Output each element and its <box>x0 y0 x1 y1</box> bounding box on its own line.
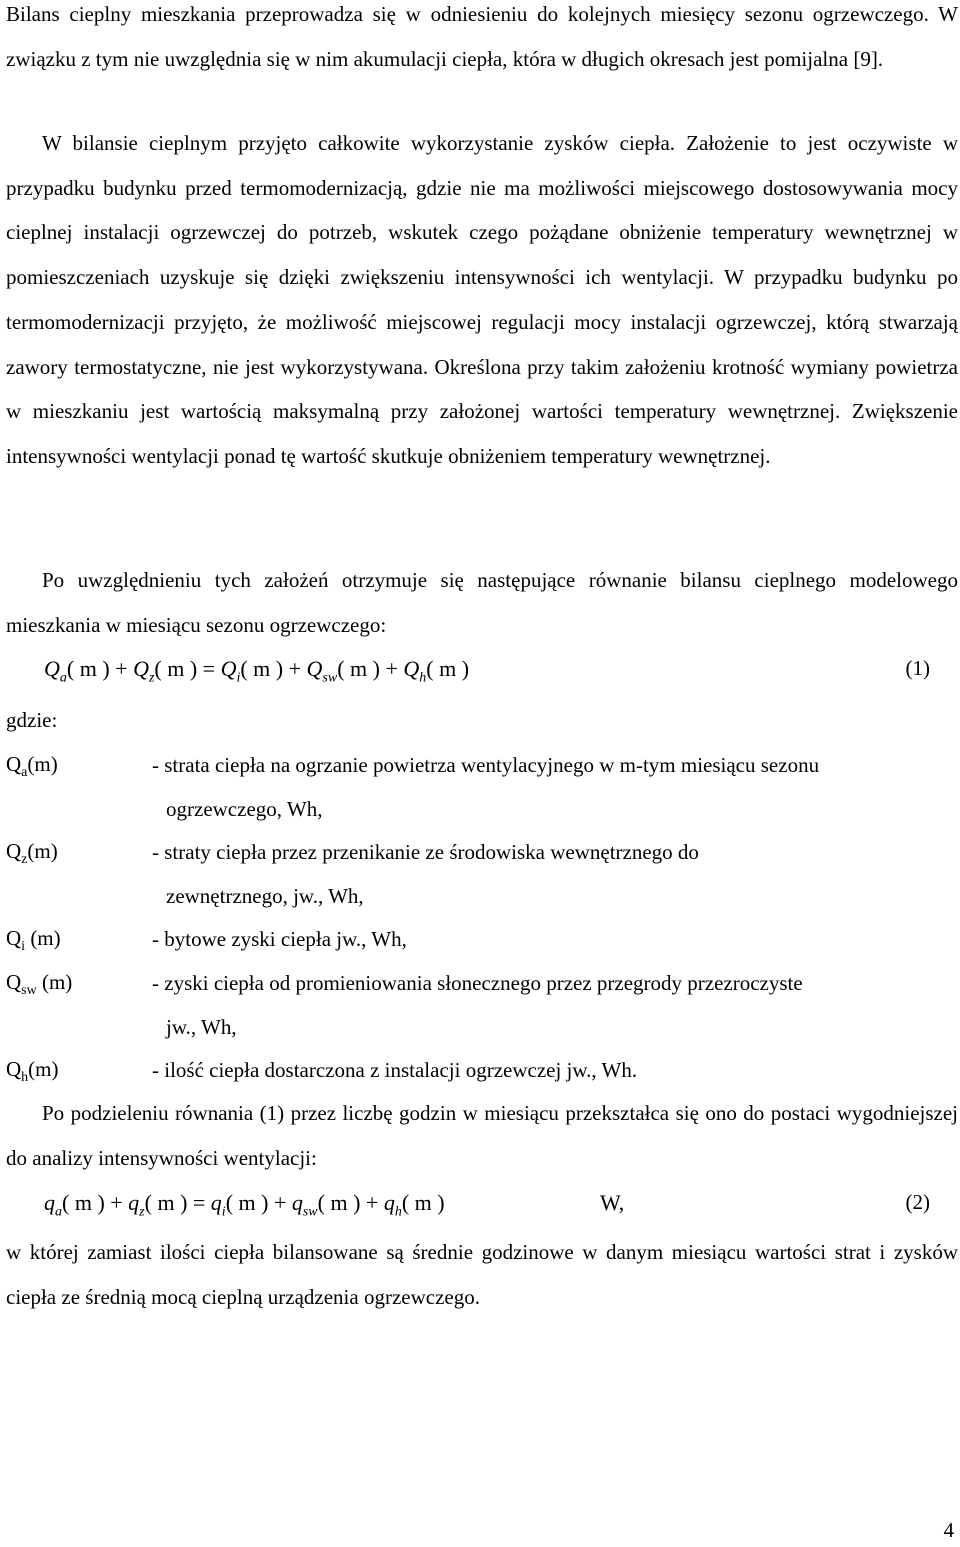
paragraph-division: Po podzieleniu równania (1) przez liczbę godzin w miesiącu przekształca się ono do postaci wygodniejszej do analizy intensywności wentylacji: <box>6 1101 958 1170</box>
eq1-term: Q <box>44 656 60 681</box>
eq1-op: ( m ) <box>426 656 470 681</box>
paragraph-assumptions: W bilansie cieplnym przyjęto całkowite wykorzystanie zysków ciepła. Założenie to jest oczywiste w przypadku budynku przed termomodernizacją, gdzie nie ma możliwości miejscowego dostosowywania mocy cieplnej instalacji ogrzewczej do potrzeb, wskutek czego pożądane obniżenie temperatury wewnętrznej w pomieszczeniach uzyskuje się dzięki zwiększeniu intensywności ich wentylacji. W przypadku budynku po termomodernizacji przyjęto, że możliwość miejscowej regulacji mocy instalacji ogrzewczej, którą stwarzają zawory termostatyczne, nie jest wykorzystywana. Określona przy takim założeniu krotność wymiany powietrza w mieszkaniu jest wartością maksymalną przy założonej wartości temperatury wewnętrznej. Zwiększenie intensywności wentylacji ponad tę wartość skutkuje obniżeniem temperatury wewnętrznej. <box>6 131 958 468</box>
desc-line: - strata ciepła na ogrzanie powietrza wentylacyjnego w m-tym miesiącu sezonu <box>152 753 820 777</box>
symbol-arg: (m) <box>27 839 58 863</box>
symbol-qsw-description <box>152 961 952 1049</box>
symbol-qz <box>6 839 58 868</box>
symbol-qsw <box>6 970 72 999</box>
desc-line: - straty ciepła przez przenikanie ze środowiska wewnętrznego do <box>152 840 699 864</box>
paragraph-conclusion: w której zamiast ilości ciepła bilansowane są średnie godzinowe w danym miesiącu wartości strat i zysków ciepła ze średnią mocą cieplną urządzenia ogrzewczego. <box>6 1240 958 1309</box>
symbol-sub: a <box>21 765 28 781</box>
eq1-sub: sw <box>322 670 338 686</box>
eq2-sub: i <box>221 1204 226 1220</box>
equation-1 <box>44 656 469 686</box>
eq1-sub: i <box>236 670 241 686</box>
symbol-sub: sw <box>21 983 37 999</box>
symbol-qa-description <box>152 743 952 831</box>
eq2-term: q <box>44 1190 55 1215</box>
equation-2-unit: W, <box>600 1190 625 1215</box>
symbol-sub: i <box>21 939 26 955</box>
eq1-sub: a <box>59 670 67 686</box>
eq1-term: Q <box>220 656 237 681</box>
symbol-qi-description <box>152 917 952 961</box>
eq2-op: ( m ) = <box>144 1190 211 1215</box>
eq2-op: ( m ) + <box>317 1190 384 1215</box>
eq1-term: Q <box>403 656 420 681</box>
eq2-term: q <box>383 1190 395 1215</box>
where-label: gdzie: <box>6 708 58 732</box>
desc-line: - bytowe zyski ciepła jw., Wh, <box>152 927 407 951</box>
page-number: 4 <box>943 1518 954 1542</box>
symbol-qh-description <box>152 1048 952 1092</box>
eq2-sub: sw <box>302 1204 318 1220</box>
desc-line: jw., Wh, <box>166 1015 237 1039</box>
equation-1-number: (1) <box>905 656 930 680</box>
eq1-sub: z <box>148 670 155 686</box>
symbol-base: Q <box>6 926 22 950</box>
desc-line: zewnętrznego, jw., Wh, <box>166 884 364 908</box>
symbol-base: Q <box>6 752 22 776</box>
eq2-sub: h <box>394 1204 402 1220</box>
symbol-base: Q <box>6 970 22 994</box>
symbol-sub: h <box>21 1070 29 1086</box>
equation-2 <box>44 1190 625 1220</box>
eq2-term: q <box>210 1190 222 1215</box>
symbol-base: Q <box>6 839 22 863</box>
paragraph-intro: Bilans cieplny mieszkania przeprowadza się w odniesieniu do kolejnych miesięcy sezonu ogrzewczego. W związku z tym nie uwzględnia się w nim akumulacji ciepła, która w długich okresach jest pomijalna [9]. <box>6 2 958 71</box>
symbol-qz-description <box>152 830 952 918</box>
symbol-base: Q <box>6 1057 22 1081</box>
eq1-term: Q <box>306 656 323 681</box>
eq2-op: ( m ) + <box>225 1190 292 1215</box>
eq1-op: ( m ) + <box>337 656 404 681</box>
symbol-sub: z <box>21 852 28 868</box>
symbol-arg: (m) <box>27 752 58 776</box>
eq2-sub: a <box>55 1204 62 1220</box>
symbol-arg: (m) <box>25 926 61 950</box>
paragraph-equation-intro: Po uwzględnieniu tych założeń otrzymuje się następujące równanie bilansu cieplnego modelowego mieszkania w miesiącu sezonu ogrzewczego: <box>6 568 958 637</box>
equation-2-number: (2) <box>905 1190 930 1214</box>
eq1-op: ( m ) + <box>66 656 134 681</box>
eq2-term: q <box>291 1190 303 1215</box>
desc-line: ogrzewczego, Wh, <box>166 797 323 821</box>
eq1-term: Q <box>133 656 149 681</box>
symbol-qh <box>6 1057 59 1086</box>
eq2-op: ( m ) <box>401 1190 445 1215</box>
symbol-arg: (m) <box>36 970 73 994</box>
eq2-op: ( m ) + <box>62 1190 129 1215</box>
symbol-arg: (m) <box>28 1057 59 1081</box>
symbol-qi <box>6 926 61 955</box>
eq2-term: q <box>128 1190 140 1215</box>
symbol-qa <box>6 752 58 781</box>
eq1-op: ( m ) = <box>154 656 221 681</box>
eq1-op: ( m ) + <box>240 656 307 681</box>
desc-line: - ilość ciepła dostarczona z instalacji ogrzewczej jw., Wh. <box>152 1058 638 1082</box>
desc-line: - zyski ciepła od promieniowania słonecznego przez przegrody przezroczyste <box>152 971 803 995</box>
eq1-sub: h <box>419 670 427 686</box>
eq2-sub: z <box>139 1204 145 1220</box>
